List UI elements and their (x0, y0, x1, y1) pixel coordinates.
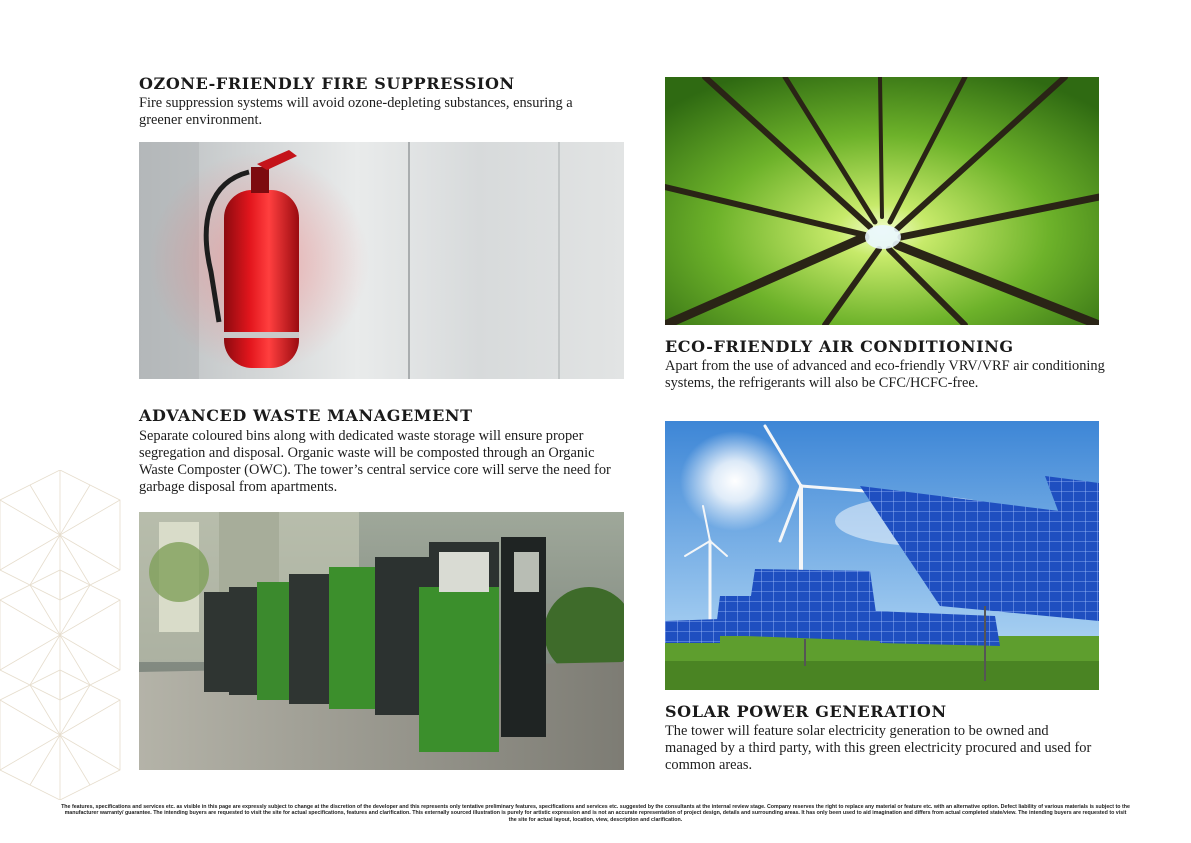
solar-wind-farm-photo (665, 421, 1099, 690)
air-conditioning-heading: ECO-FRIENDLY AIR CONDITIONING (665, 337, 1014, 356)
air-conditioning-text: Apart from the use of advanced and eco-friendly VRV/VRF air conditioning systems, the refrigerants will also be CFC/HCFC-free. (665, 358, 1105, 391)
fire-suppression-section (139, 75, 625, 129)
waste-management-text: Separate coloured bins along with dedicated waste storage will ensure proper segregation and disposal. Organic waste will be composted through an Organic Waste Composter (OWC). The tower’s central service core will serve the need for garbage disposal from apartments. (139, 428, 611, 495)
waste-management-heading: ADVANCED WASTE MANAGEMENT (139, 406, 473, 425)
disclaimer-footer: The features, specifications and services etc. as visible in this page are expressly subject to change at the discretion of the developer and this represents only tentative preliminary features, specifications and services etc. suggested by the consultants at the internal review stage. Company reserves the right to replace any material or feature etc. with an alternative option. Defect liability of various materials is subject to the manufacturer warranty/ guarantee. The intending buyers are requested to visit the site for actual specifications, features and clarification. This externally sourced illustration is purely for artistic expression and is not an accurate representation of project design, details and surrounding areas. It has only been used to aid imagination and differs from actual completed state/view. The intending buyers are requested to visit the site for actual layout, location, view, description and clarification. (61, 804, 1130, 823)
geometric-pattern (0, 470, 150, 800)
solar-power-section (665, 703, 1105, 774)
solar-power-heading: SOLAR POWER GENERATION (665, 702, 947, 721)
fire-suppression-text: Fire suppression systems will avoid ozone-depleting substances, ensuring a greener environment. (139, 95, 573, 128)
waste-management-section (139, 407, 625, 496)
solar-power-text: The tower will feature solar electricity generation to be owned and managed by a third party, with this green electricity procured and used for common areas. (665, 723, 1092, 773)
forest-canopy-photo (665, 77, 1099, 325)
recycling-bins-photo (139, 512, 624, 770)
fire-extinguisher-photo (139, 142, 624, 379)
air-conditioning-section (665, 338, 1105, 392)
fire-suppression-heading: OZONE-FRIENDLY FIRE SUPPRESSION (139, 74, 515, 93)
